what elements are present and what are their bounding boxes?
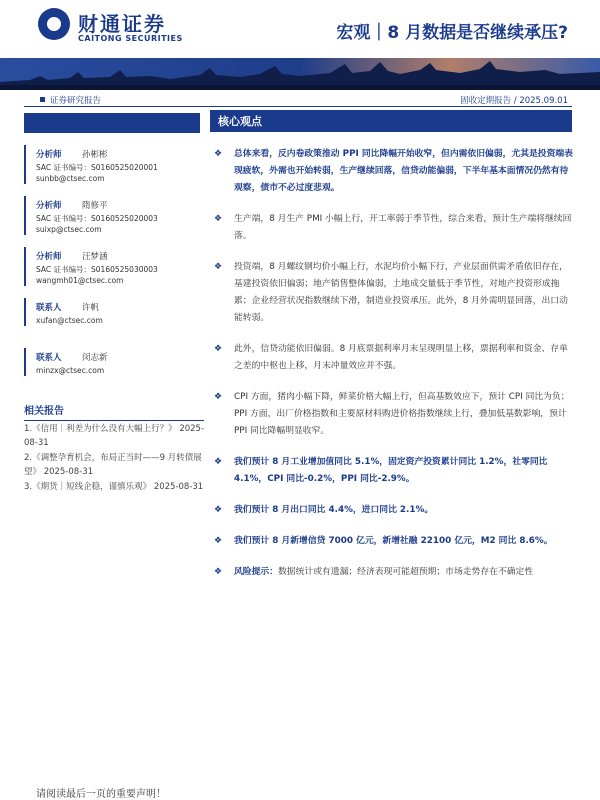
analyst-role: 分析师 <box>36 201 62 211</box>
contact-role: 联系人 <box>36 353 62 363</box>
report-title: 宏观｜8 月数据是否继续承压? <box>336 23 568 43</box>
analyst-email: suixp@ctsec.com <box>36 225 102 234</box>
related-report-link[interactable]: 2.《调整孕育机会，布局正当时——9 月转债展望》 2025-08-31 <box>24 453 202 477</box>
core-point <box>214 502 574 519</box>
core-point <box>214 389 574 440</box>
contact-name: 许帆 <box>82 303 100 313</box>
contact-card <box>24 298 202 326</box>
risk-warning-text: 数据统计或有遗漏；经济表现可能超预期；市场走势存在不确定性 <box>278 567 534 577</box>
contact-card <box>24 348 202 376</box>
analyst-cert: SAC 证书编号：S0160525030003 <box>36 265 158 274</box>
core-point <box>214 211 574 245</box>
contact-name: 闵志新 <box>82 353 108 363</box>
core-point-text: 我们预计 8 月新增信贷 7000 亿元，新增社融 22100 亿元，M2 同比 8.6%。 <box>234 536 553 546</box>
core-point <box>214 146 574 197</box>
core-point-text: 投资端，8 月螺纹钢均价小幅上行，水泥均价小幅下行，产业层面供需矛盾依旧存在，基建投资依旧偏弱；地产销售整体偏弱，土地成交量低于季节性，对地产投资形成拖累；企业经营状况指数继续下滑，制造业投资承压。此外，8 月外需明显回落，出口动能转弱。 <box>234 262 568 323</box>
core-point-text: 我们预计 8 月工业增加值同比 5.1%，固定资产投资累计同比 1.2%，社零同比 4.1%，CPI 同比-0.2%，PPI 同比-2.9%。 <box>234 457 548 484</box>
analyst-cert: SAC 证书编号：S0160525020003 <box>36 214 158 223</box>
core-point-text: CPI 方面，猪肉小幅下降，鲜菜价格大幅上行，但高基数效应下，预计 CPI 同比为负；PPI 方面，出厂价格指数和主要原材料购进价格指数继续上行，叠加低基数影响，预计 PPI 同比降幅明显收窄。 <box>234 392 570 436</box>
core-point <box>214 341 574 375</box>
contact-email: xufan@ctsec.com <box>36 316 103 325</box>
analyst-list <box>24 145 202 388</box>
analyst-email: wangmh01@ctsec.com <box>36 276 124 285</box>
analyst-role: 分析师 <box>36 150 62 160</box>
core-point-text: 生产端，8 月生产 PMI 小幅上行，开工率弱于季节性，综合来看，预计生产端将继续回落。 <box>234 214 572 241</box>
disclaimer-note: 请阅读最后一页的重要声明！ <box>36 789 166 800</box>
related-report-link[interactable]: 3.《期货｜短线企稳，谨慎乐观》 2025-08-31 <box>24 482 204 492</box>
core-point-text: 总体来看，反内卷政策推动 PPI 同比降幅开始收窄，但内需依旧偏弱，尤其是投资端表现疲软，外需也开始转弱，生产继续回落，信贷动能偏弱，下半年基本面情况仍然有待观察，债市不必过度悲观。 <box>234 149 573 193</box>
logo-text-cn: 财通证券 <box>78 12 166 36</box>
contact-role: 联系人 <box>36 303 62 313</box>
analyst-card <box>24 196 202 235</box>
analyst-card <box>24 145 202 184</box>
core-point <box>214 259 574 327</box>
diamond-bullet-icon: ❖ <box>214 149 223 159</box>
contact-email: minzx@ctsec.com <box>36 366 105 375</box>
logo-text-en: CAITONG SECURITIES <box>78 34 183 43</box>
header-divider <box>24 106 572 107</box>
diamond-bullet-icon: ❖ <box>214 536 223 546</box>
diamond-bullet-icon: ❖ <box>214 392 223 402</box>
related-report-link[interactable]: 1.《信用｜利差为什么没有大幅上行？》 2025-08-31 <box>24 424 205 448</box>
sidebar-header-bar <box>24 113 200 133</box>
related-reports-title: 相关报告 <box>24 402 204 421</box>
analyst-cert: SAC 证书编号：S0160525020001 <box>36 163 158 172</box>
diamond-bullet-icon: ❖ <box>214 567 223 577</box>
city-skyline-banner <box>0 58 600 90</box>
analyst-name: 汪梦涵 <box>82 252 108 262</box>
related-reports <box>24 402 204 494</box>
analyst-name: 孙彬彬 <box>82 150 108 160</box>
analyst-name: 隋修平 <box>82 201 108 211</box>
core-point <box>214 454 574 488</box>
diamond-bullet-icon: ❖ <box>214 505 223 515</box>
core-views-header <box>210 110 572 132</box>
core-point <box>214 533 574 550</box>
core-point-text: 我们预计 8 月出口同比 4.4%，进口同比 2.1%。 <box>234 505 434 515</box>
diamond-bullet-icon: ❖ <box>214 457 223 467</box>
analyst-card <box>24 247 202 286</box>
diamond-bullet-icon: ❖ <box>214 262 223 272</box>
core-points-list <box>214 146 574 581</box>
risk-warning-label: 风险提示： <box>234 567 278 577</box>
diamond-bullet-icon: ❖ <box>214 344 223 354</box>
core-views-title: 核心观点 <box>218 115 262 128</box>
analyst-role: 分析师 <box>36 252 62 262</box>
meta-report-type: 证券研究报告 <box>40 94 101 106</box>
risk-warning <box>214 564 574 581</box>
diamond-bullet-icon: ❖ <box>214 214 223 224</box>
logo-mark-icon <box>38 8 70 40</box>
company-logo <box>38 8 188 46</box>
analyst-email: sunbb@ctsec.com <box>36 174 105 183</box>
core-point-text: 此外，信贷动能依旧偏弱。8 月底票据利率月末呈现明显上移，票据利率和资金、存单之差的中枢也上移，月末冲量效应并不强。 <box>234 344 568 371</box>
meta-report-date: 固收定期报告 / 2025.09.01 <box>460 96 568 106</box>
